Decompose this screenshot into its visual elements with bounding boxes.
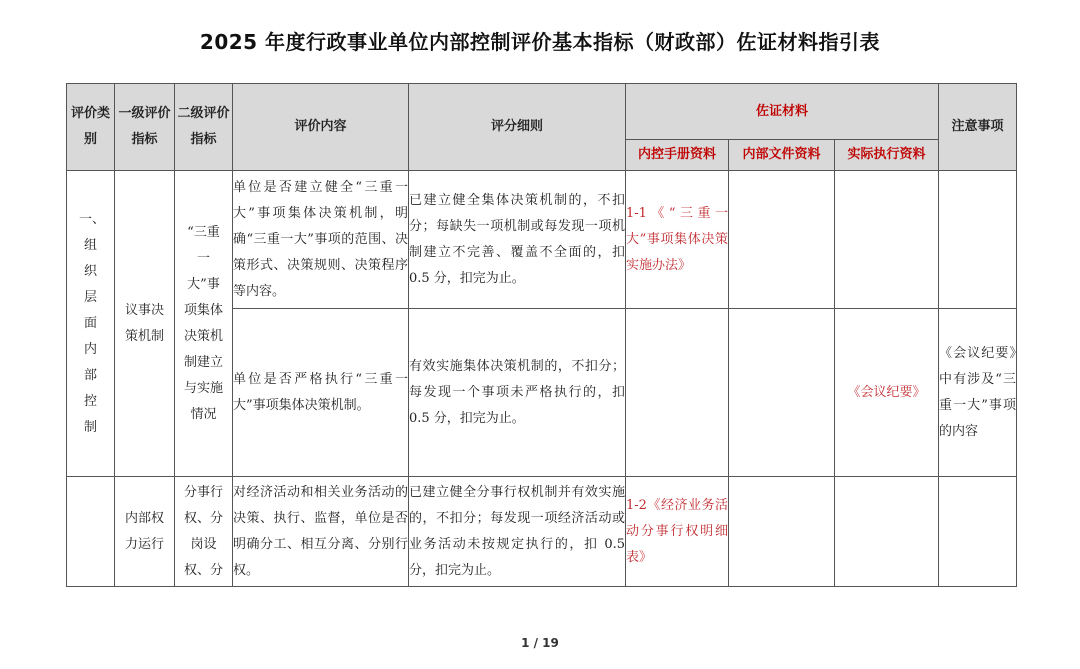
header-level1: 一级评价指标 bbox=[115, 84, 175, 171]
header-evidence-actual: 实际执行资料 bbox=[835, 140, 939, 171]
evidence-guide-table bbox=[66, 83, 1017, 587]
actual-evidence-cell bbox=[835, 171, 939, 309]
level2-cell: 分事行权、分岗设权、分 bbox=[175, 477, 233, 587]
header-evidence: 佐证材料 bbox=[626, 84, 939, 140]
content-cell: 单位是否建立健全“三重一大”事项集体决策机制，明确“三重一大”事项的范围、决策形式、决策规则、决策程序等内容。 bbox=[233, 171, 409, 309]
level1-cell: 内部权力运行 bbox=[115, 477, 175, 587]
manual-evidence-cell: 1-2《经济业务活动分事行权明细表》 bbox=[626, 477, 729, 587]
content-cell: 单位是否严格执行“三重一大”事项集体决策机制。 bbox=[233, 309, 409, 477]
actual-evidence-cell bbox=[835, 477, 939, 587]
header-category: 评价类别 bbox=[67, 84, 115, 171]
category-cell-empty bbox=[67, 477, 115, 587]
header-level2: 二级评价指标 bbox=[175, 84, 233, 171]
content-cell: 对经济活动和相关业务活动的决策、执行、监督，单位是否明确分工、相互分离、分别行权。 bbox=[233, 477, 409, 587]
page-number: 1 / 19 bbox=[521, 636, 559, 650]
manual-evidence-cell: 1-1《“三重一大”事项集体决策实施办法》 bbox=[626, 171, 729, 309]
header-content: 评价内容 bbox=[233, 84, 409, 171]
internal-evidence-cell bbox=[729, 477, 835, 587]
actual-evidence-cell: 《会议纪要》 bbox=[835, 309, 939, 477]
header-scoring: 评分细则 bbox=[409, 84, 626, 171]
level1-cell: 议事决策机制 bbox=[115, 171, 175, 477]
notes-cell bbox=[939, 477, 1017, 587]
header-evidence-internal: 内部文件资料 bbox=[729, 140, 835, 171]
category-cell: 一、组织层面内部控制 bbox=[67, 171, 115, 477]
scoring-cell: 有效实施集体决策机制的，不扣分；每发现一个事项未严格执行的，扣 0.5 分，扣完为止。 bbox=[409, 309, 626, 477]
header-evidence-manual: 内控手册资料 bbox=[626, 140, 729, 171]
notes-cell bbox=[939, 171, 1017, 309]
level2-cell: “三重一大”事项集体决策机制建立与实施情况 bbox=[175, 171, 233, 477]
document-title: 2025 年度行政事业单位内部控制评价基本指标（财政部）佐证材料指引表 bbox=[199, 30, 881, 54]
manual-evidence-cell bbox=[626, 309, 729, 477]
header-notes: 注意事项 bbox=[939, 84, 1017, 171]
scoring-cell: 已建立健全分事行权机制并有效实施的，不扣分；每发现一项经济活动或业务活动未按规定执行的，扣 0.5 分，扣完为止。 bbox=[409, 477, 626, 587]
internal-evidence-cell bbox=[729, 171, 835, 309]
internal-evidence-cell bbox=[729, 309, 835, 477]
scoring-cell: 已建立健全集体决策机制的，不扣分；每缺失一项机制或每发现一项机制建立不完善、覆盖不全面的，扣 0.5 分，扣完为止。 bbox=[409, 171, 626, 309]
notes-cell: 《会议纪要》中有涉及“三重一大”事项的内容 bbox=[939, 309, 1017, 477]
